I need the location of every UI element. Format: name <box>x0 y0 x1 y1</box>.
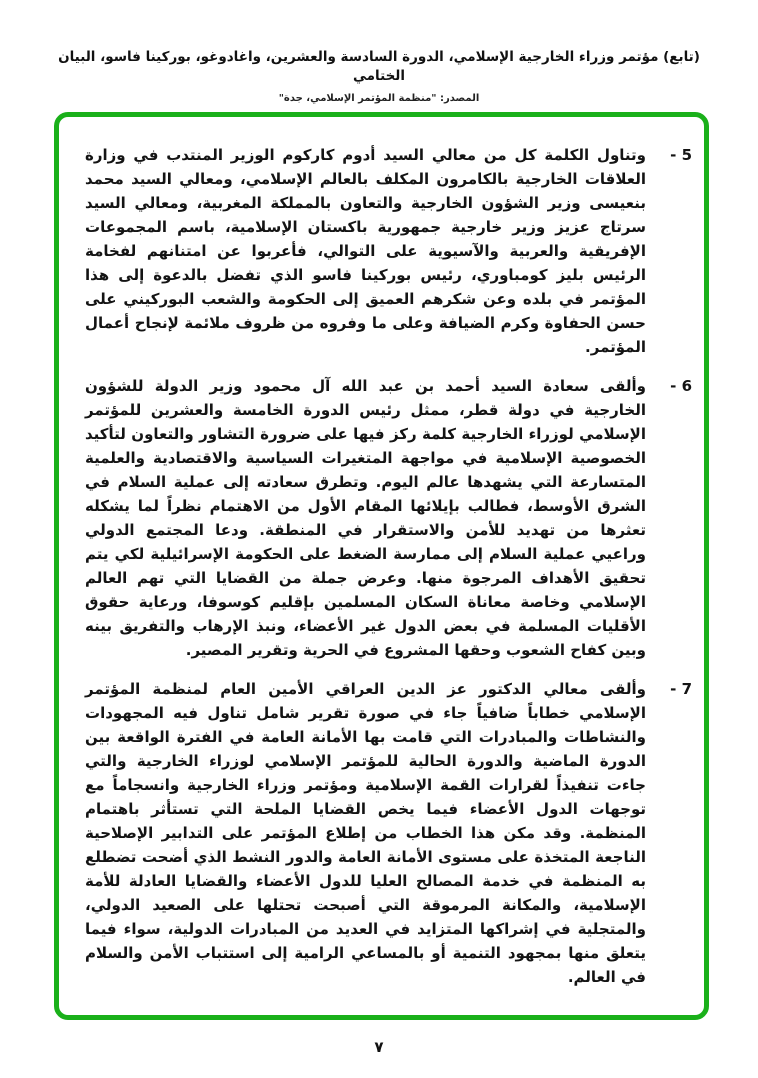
paragraph-5-text: وتناول الكلمة كل من معالي السيد أدوم كاركوم الوزير المنتدب في وزارة العلاقات الخارجية بالكامرون المكلف بالعالم الإسلامي، ومعالي السيد محمد بنعيسى وزير الشؤون الخارجية والتعاون بالمملكة المغربية، ومعالي السيد سرتاج عزيز وزير خارجية جمهورية باكستان الإسلامية، باسم المجموعات الإفريقية والعربية والآسيوية على التوالي، فأعربوا عن امتنانهم لفخامة الرئيس بليز كومباوري، رئيس بوركينا فاسو الذي تفضل بالدعوة إلى هذا المؤتمر في بلده وعن شكرهم العميق إلى الحكومة والشعب البوركيني على حسن الحفاوة وكرم الضيافة وعلى ما وفروه من ظروف ملائمة لإنجاح أعمال المؤتمر. <box>85 146 646 356</box>
document-header <box>0 0 758 104</box>
paragraph-7-text: وألقى معالي الدكتور عز الدين العراقي الأمين العام لمنظمة المؤتمر الإسلامي خطاباً ضافياً جاء في صورة تقرير شامل تناول فيه المجهودات والنشاطات والمبادرات التي قامت بها الأمانة العامة في الفترة الواقعة بين الدورة الماضية والدورة الحالية للمؤتمر الإسلامي لوزراء الخارجية والتي جاءت تنفيذاً لقرارات القمة الإسلامية ومؤتمر وزراء الخارجية وانسجاماً مع توجهات الدول الأعضاء فيما يخص القضايا الملحة التي تستأثر باهتمام المنظمة. وقد مكن هذا الخطاب من إطلاع المؤتمر على التدابير الإصلاحية الناجعة المتخذة على مستوى الأمانة العامة والدور النشط الذي أضحت تضطلع به المنظمة في خدمة المصالح العليا للدول الأعضاء والقضايا العادلة للأمة الإسلامية، والمكانة المرموقة التي أصبحت تحتلها على الصعيد الدولي، والمتجلية في إشراكها المتزايد في العديد من المبادرات الدولية، سواء فيما يتعلق منها بمجهود التنمية أو بالمساعي الرامية إلى استتباب الأمن والسلام في العالم. <box>85 680 646 986</box>
paragraph-6-text: وألقى سعادة السيد أحمد بن عبد الله آل محمود وزير الدولة للشؤون الخارجية في دولة قطر، ممثل رئيس الدورة الخامسة والعشرين للمؤتمر الإسلامي لوزراء الخارجية كلمة ركز فيها على ضرورة التشاور والتعاون لتأكيد الخصوصية الإسلامية في مواجهة المتغيرات السياسية والاقتصادية والعلمية المتسارعة التي يشهدها عالم اليوم. وتطرق سعادته إلى عملية السلام في الشرق الأوسط، فطالب بإيلائها المقام الأول من الاهتمام نظراً لما يشكله تعثرها من تهديد للأمن والاستقرار في المنطقة. ودعا المجتمع الدولي وراعيي عملية السلام إلى ممارسة الضغط على الحكومة الإسرائيلية لكي يتم تحقيق الأهداف المرجوة منها. وعرض جملة من القضايا التي تهم العالم الإسلامي وخاصة معاناة السكان المسلمين بإقليم كوسوفا، ورعاية حقوق الأقليات المسلمة في بعض الدول غير الأعضاء، ونبذ الإرهاب والتفريق بينه وبين كفاح الشعوب وحقها المشروع في الحرية وتقرير المصير. <box>85 377 646 659</box>
document-title: (تابع) مؤتمر وزراء الخارجية الإسلامي، الدورة السادسة والعشرين، واغادوغو، بوركينا فاسو، البيان الختامي <box>58 49 700 84</box>
content-frame <box>54 112 709 1020</box>
source-line: المصدر: "منظمة المؤتمر الإسلامي، جدة" <box>278 92 480 104</box>
page-number: ٧ <box>374 1038 384 1056</box>
paragraph-6-number: 6 - <box>670 377 692 395</box>
paragraph-5 <box>85 143 692 359</box>
page-footer <box>0 1037 758 1056</box>
paragraph-6 <box>85 374 692 662</box>
paragraph-5-number: 5 - <box>670 146 692 164</box>
paragraph-7-number: 7 - <box>670 680 692 698</box>
paragraph-7 <box>85 677 692 989</box>
